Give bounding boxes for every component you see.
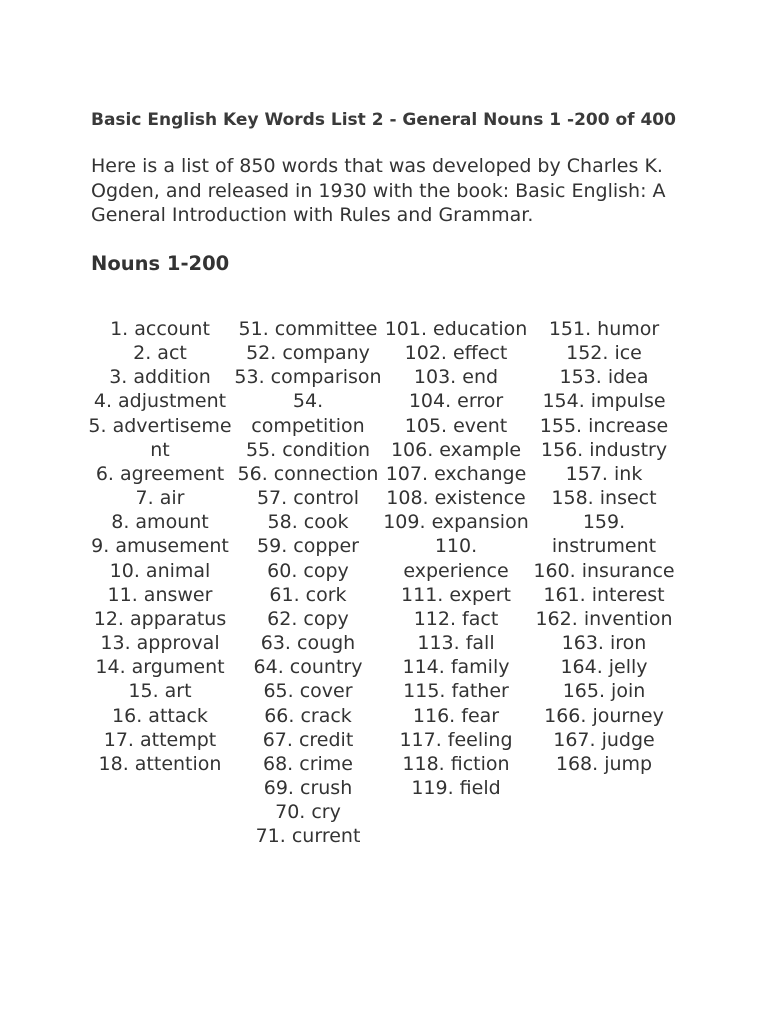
word-item: 51. committee [238, 318, 378, 340]
word-item: 165. join [562, 680, 646, 703]
word-item: 109. expansion [383, 511, 529, 534]
word-item: 56. connection [237, 462, 379, 485]
word-item: 110. experience [403, 535, 509, 582]
word-column-2 [234, 317, 382, 848]
word-item: 4. adjustment [93, 390, 227, 413]
word-item: 5. advertiseme nt [88, 414, 232, 461]
word-item: 114. family [402, 656, 510, 679]
word-item: 9. amusement [91, 535, 229, 558]
word-item: 168. jump [555, 752, 653, 775]
word-item: 61. cork [269, 583, 347, 606]
word-column-4 [530, 317, 678, 848]
word-item: 67. credit [262, 728, 354, 751]
word-item: 112. fact [413, 607, 499, 630]
intro-paragraph: Here is a list of 850 words that was developed by Charles K. Ogden, and released in 1930 with the book: Basic English: A General Introduction with Rules and Grammar. [91, 155, 666, 226]
word-item: 113. fall [417, 632, 495, 655]
word-item: 115. father [403, 680, 509, 703]
word-column-3 [382, 317, 530, 848]
word-item: 104. error [408, 390, 504, 413]
word-item: 166. journey [544, 704, 664, 727]
word-item: 69. crush [263, 776, 353, 799]
word-item: 101. education [384, 318, 528, 340]
word-item: 1. account [110, 318, 210, 340]
word-item: 53. comparison [234, 366, 382, 389]
word-item: 6. agreement [95, 462, 225, 485]
word-item: 156. industry [540, 438, 668, 461]
word-item: 55. condition [245, 438, 371, 461]
word-item: 163. iron [561, 632, 647, 655]
word-item: 62. copy [267, 607, 349, 630]
word-item: 66. crack [264, 704, 352, 727]
word-item: 54. competition [251, 390, 365, 437]
word-item: 152. ice [566, 342, 642, 365]
word-item: 162. invention [535, 607, 673, 630]
word-item: 153. idea [559, 366, 649, 389]
word-item: 70. cry [275, 801, 341, 824]
word-item: 111. expert [401, 583, 511, 606]
word-item: 159. instrument [551, 511, 657, 558]
word-item: 116. fear [412, 704, 500, 727]
word-item: 17. attempt [103, 728, 217, 751]
section-heading: Nouns 1-200 [91, 251, 230, 275]
word-column-1 [86, 317, 234, 848]
document-title: Basic English Key Words List 2 - General Nouns 1 -200 of 400 [91, 110, 676, 130]
word-item: 2. act [133, 342, 187, 365]
word-item: 107. exchange [385, 462, 527, 485]
word-item: 118. fiction [402, 752, 510, 775]
word-item: 154. impulse [542, 390, 666, 413]
word-item: 10. animal [109, 559, 211, 582]
word-item: 63. cough [260, 632, 356, 655]
word-item: 167. judge [553, 728, 655, 751]
word-item: 7. air [135, 487, 185, 510]
word-item: 11. answer [107, 583, 213, 606]
word-item: 3. addition [109, 366, 211, 389]
word-columns [86, 317, 686, 848]
word-item: 105. event [404, 414, 508, 437]
word-item: 14. argument [95, 656, 225, 679]
word-item: 68. crime [263, 752, 353, 775]
word-item: 52. company [246, 342, 370, 365]
word-item: 155. increase [539, 414, 669, 437]
word-item: 160. insurance [533, 559, 675, 582]
word-item: 103. end [413, 366, 499, 389]
word-item: 65. cover [263, 680, 353, 703]
word-item: 60. copy [267, 559, 349, 582]
word-item: 151. humor [548, 318, 660, 340]
word-item: 71. current [255, 825, 361, 848]
word-item: 161. interest [543, 583, 665, 606]
word-item: 106. example [390, 438, 522, 461]
word-item: 16. attack [112, 704, 208, 727]
word-item: 64. country [253, 656, 363, 679]
word-item: 15. art [128, 680, 192, 703]
word-item: 117. feeling [399, 728, 513, 751]
document-page [91, 110, 681, 276]
word-item: 119. field [411, 776, 501, 799]
word-item: 158. insect [551, 487, 657, 510]
word-item: 59. copper [257, 535, 359, 558]
word-item: 18. attention [98, 752, 222, 775]
word-item: 12. apparatus [93, 607, 227, 630]
word-item: 102. effect [404, 342, 508, 365]
word-item: 108. existence [386, 487, 526, 510]
word-item: 13. approval [100, 632, 220, 655]
word-item: 8. amount [111, 511, 209, 534]
word-item: 157. ink [565, 462, 643, 485]
word-item: 164. jelly [560, 656, 648, 679]
word-item: 57. control [256, 487, 360, 510]
word-item: 58. cook [267, 511, 349, 534]
